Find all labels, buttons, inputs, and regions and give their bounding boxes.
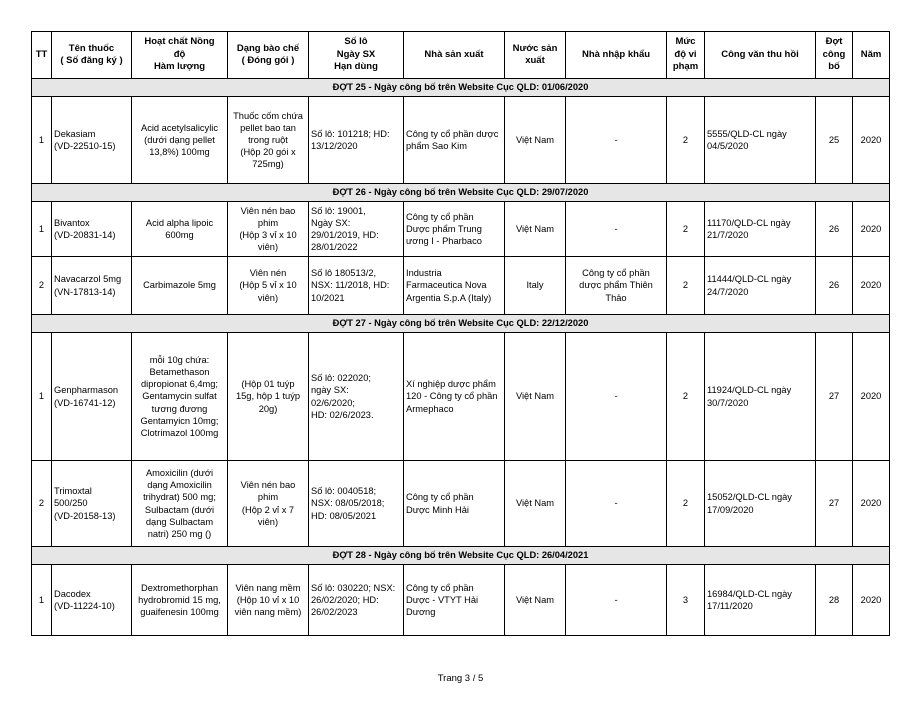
cell-drug-name: Dacodex (VD-11224-10) (52, 565, 132, 636)
header-lot-number: Số lô Ngày SX Hạn dùng (309, 32, 404, 79)
table-row (32, 202, 890, 257)
header-tt: TT (32, 32, 52, 79)
cell-manufacturer: Xí nghiệp dược phẩm 120 - Công ty cổ phần Armephaco (404, 333, 505, 461)
cell-recall-document: 11444/QLD-CL ngày 24/7/2020 (705, 257, 816, 315)
batch-title-rest: - Ngày công bố trên Website Cục QLD: 29/07/2020 (365, 187, 589, 198)
cell-tt: 1 (32, 202, 52, 257)
cell-country: Việt Nam (505, 202, 566, 257)
header-country: Nước sản xuất (505, 32, 566, 79)
header-active-ingredient: Hoạt chất Nồng độ Hàm lượng (132, 32, 228, 79)
cell-manufacturer: Công ty cổ phần dược phẩm Sao Kim (404, 97, 505, 184)
header-row (32, 32, 890, 79)
cell-drug-name: Navacarzol 5mg (VN-17813-14) (52, 257, 132, 315)
cell-lot-number: Số lô: 0040518; NSX: 08/05/2018; HD: 08/05/2021 (309, 461, 404, 547)
batch-title (32, 79, 890, 97)
cell-importer: - (566, 333, 667, 461)
cell-country: Việt Nam (505, 333, 566, 461)
batch-title (32, 184, 890, 202)
cell-violation-level: 3 (667, 565, 705, 636)
table-row (32, 333, 890, 461)
cell-recall-document: 11170/QLD-CL ngày 21/7/2020 (705, 202, 816, 257)
header-violation-level: Mức độ vi phạm (667, 32, 705, 79)
cell-violation-level: 2 (667, 333, 705, 461)
cell-year: 2020 (853, 461, 890, 547)
cell-tt: 1 (32, 97, 52, 184)
header-recall-document: Công văn thu hồi (705, 32, 816, 79)
batch-row-27 (32, 315, 890, 333)
batch-title-bold: ĐỢT 28 (332, 550, 366, 561)
batch-row-28 (32, 547, 890, 565)
cell-recall-document: 5555/QLD-CL ngày 04/5/2020 (705, 97, 816, 184)
cell-batch: 28 (816, 565, 853, 636)
cell-year: 2020 (853, 202, 890, 257)
cell-year: 2020 (853, 97, 890, 184)
cell-dosage-form: Viên nén bao phim (Hộp 3 vỉ x 10 viên) (228, 202, 309, 257)
cell-active-ingredient: mỗi 10g chứa: Betamethason dipropionat 6,4mg; Gentamycin sulfat tương đương Gentamyicn 10mg; Clotrimazol 100mg (132, 333, 228, 461)
cell-drug-name: Dekasiam (VD-22510-15) (52, 97, 132, 184)
cell-lot-number: Số lô: 022020; ngày SX: 02/6/2020; HD: 02/6/2023. (309, 333, 404, 461)
cell-importer: - (566, 461, 667, 547)
cell-lot-number: Số lô: 030220; NSX: 26/02/2020; HD: 26/02/2023 (309, 565, 404, 636)
cell-lot-number: Số lô 180513/2, NSX: 11/2018, HD: 10/2021 (309, 257, 404, 315)
cell-active-ingredient: Dextromethorphan hydrobromid 15 mg, guaifenesin 100mg (132, 565, 228, 636)
cell-country: Việt Nam (505, 565, 566, 636)
batch-title (32, 315, 890, 333)
cell-batch: 27 (816, 461, 853, 547)
cell-violation-level: 2 (667, 257, 705, 315)
header-year: Năm (853, 32, 890, 79)
batch-title-rest: - Ngày công bố trên Website Cục QLD: 26/04/2021 (365, 550, 589, 561)
cell-country: Việt Nam (505, 461, 566, 547)
cell-batch: 26 (816, 202, 853, 257)
cell-active-ingredient: Acid acetylsalicylic (dưới dạng pellet 13,8%) 100mg (132, 97, 228, 184)
table-row (32, 97, 890, 184)
header-importer: Nhà nhập khẩu (566, 32, 667, 79)
batch-row-26 (32, 184, 890, 202)
header-batch: Đợt công bố (816, 32, 853, 79)
page-number: Trang 3 / 5 (437, 673, 484, 684)
cell-recall-document: 15052/QLD-CL ngày 17/09/2020 (705, 461, 816, 547)
cell-importer: - (566, 202, 667, 257)
cell-drug-name: Genpharmason (VD-16741-12) (52, 333, 132, 461)
cell-active-ingredient: Amoxicilin (dưới dạng Amoxicilin trihydrat) 500 mg; Sulbactam (dưới dạng Sulbactam natri) 250 mg () (132, 461, 228, 547)
cell-tt: 1 (32, 565, 52, 636)
cell-batch: 26 (816, 257, 853, 315)
cell-violation-level: 2 (667, 202, 705, 257)
header-dosage-form: Dạng bào chế ( Đóng gói ) (228, 32, 309, 79)
cell-country: Việt Nam (505, 97, 566, 184)
table-row (32, 257, 890, 315)
cell-batch: 25 (816, 97, 853, 184)
cell-importer: Công ty cổ phần dược phẩm Thiên Thảo (566, 257, 667, 315)
cell-violation-level: 2 (667, 97, 705, 184)
batch-title-bold: ĐỢT 26 (332, 187, 366, 198)
cell-year: 2020 (853, 257, 890, 315)
cell-year: 2020 (853, 333, 890, 461)
cell-active-ingredient: Acid alpha lipoic 600mg (132, 202, 228, 257)
cell-manufacturer: Công ty cổ phần Dược phẩm Trung ương I - Pharbaco (404, 202, 505, 257)
cell-manufacturer: Industria Farmaceutica Nova Argentia S.p.A (Italy) (404, 257, 505, 315)
batch-row-25 (32, 79, 890, 97)
batch-title-rest: - Ngày công bố trên Website Cục QLD: 22/12/2020 (365, 318, 589, 329)
header-manufacturer: Nhà sản xuất (404, 32, 505, 79)
batch-title (32, 547, 890, 565)
cell-violation-level: 2 (667, 461, 705, 547)
cell-lot-number: Số lô: 101218; HD: 13/12/2020 (309, 97, 404, 184)
cell-manufacturer: Công ty cổ phần Dược Minh Hải (404, 461, 505, 547)
cell-batch: 27 (816, 333, 853, 461)
cell-dosage-form: Viên nén bao phim (Hộp 2 vỉ x 7 viên) (228, 461, 309, 547)
header-drug-name: Tên thuốc ( Số đăng ký ) (52, 32, 132, 79)
cell-manufacturer: Công ty cổ phần Dược - VTYT Hải Dương (404, 565, 505, 636)
cell-drug-name: Trimoxtal 500/250 (VD-20158-13) (52, 461, 132, 547)
cell-importer: - (566, 97, 667, 184)
cell-lot-number: Số lô: 19001, Ngày SX: 29/01/2019, HD: 28/01/2022 (309, 202, 404, 257)
cell-active-ingredient: Carbimazole 5mg (132, 257, 228, 315)
table-row (32, 565, 890, 636)
cell-dosage-form: Viên nén (Hộp 5 vỉ x 10 viên) (228, 257, 309, 315)
cell-tt: 2 (32, 461, 52, 547)
batch-title-bold: ĐỢT 25 (332, 82, 366, 93)
batch-title-bold: ĐỢT 27 (332, 318, 366, 329)
cell-country: Italy (505, 257, 566, 315)
cell-tt: 1 (32, 333, 52, 461)
cell-importer: - (566, 565, 667, 636)
cell-tt: 2 (32, 257, 52, 315)
cell-dosage-form: Thuốc cốm chứa pellet bao tan trong ruột (Hộp 20 gói x 725mg) (228, 97, 309, 184)
cell-drug-name: Bivantox (VD-20831-14) (52, 202, 132, 257)
cell-recall-document: 11924/QLD-CL ngày 30/7/2020 (705, 333, 816, 461)
batch-title-rest: - Ngày công bố trên Website Cục QLD: 01/06/2020 (365, 82, 589, 93)
cell-dosage-form: Viên nang mềm (Hộp 10 vỉ x 10 viên nang mềm) (228, 565, 309, 636)
cell-recall-document: 16984/QLD-CL ngày 17/11/2020 (705, 565, 816, 636)
cell-year: 2020 (853, 565, 890, 636)
table-row (32, 461, 890, 547)
drug-recall-table (31, 31, 890, 636)
cell-dosage-form: (Hộp 01 tuýp 15g, hộp 1 tuýp 20g) (228, 333, 309, 461)
